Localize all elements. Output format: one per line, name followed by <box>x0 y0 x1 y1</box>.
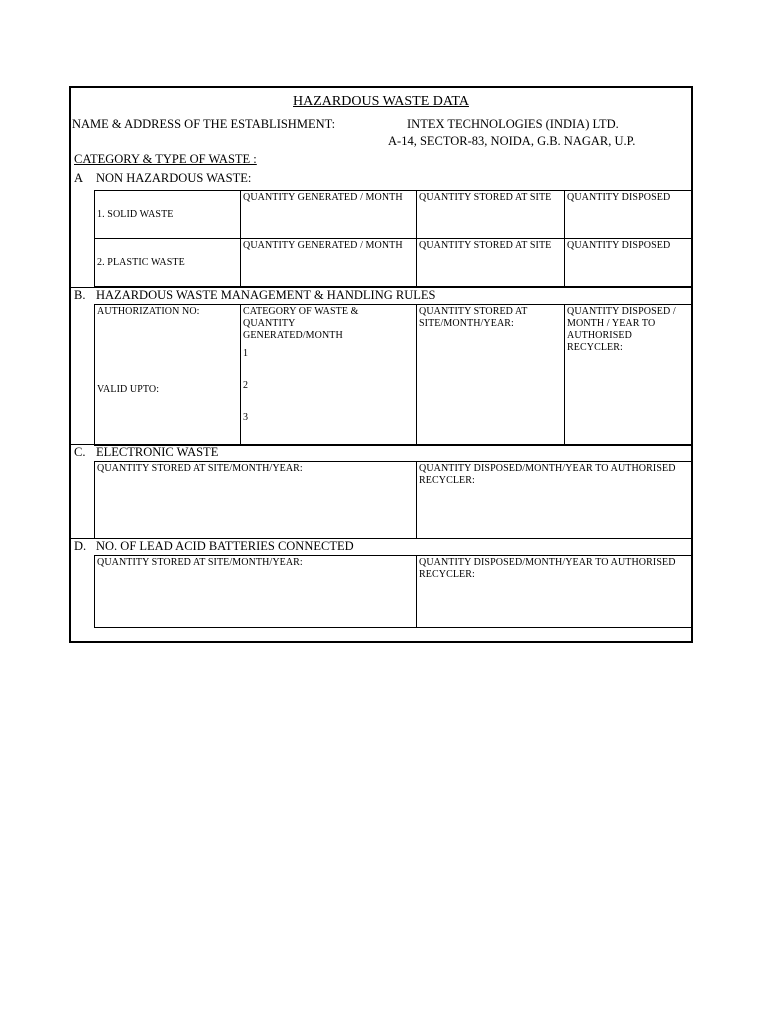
category-number-1: 1 <box>243 348 249 359</box>
establishment-address: A-14, SECTOR-83, NOIDA, G.B. NAGAR, U.P. <box>388 134 636 148</box>
section-c-table <box>94 461 692 539</box>
section-a-title: NON HAZARDOUS WASTE: <box>96 171 252 185</box>
establishment-label: NAME & ADDRESS OF THE ESTABLISHMENT: <box>72 117 336 131</box>
solid-waste-label: 1. SOLID WASTE <box>95 191 241 239</box>
table-row <box>95 462 692 539</box>
solid-disposed-field[interactable]: QUANTITY DISPOSED <box>565 191 692 239</box>
plastic-disposed-field[interactable]: QUANTITY DISPOSED <box>565 239 692 287</box>
section-c-letter: C. <box>74 445 86 459</box>
plastic-generated-field[interactable]: QUANTITY GENERATED / MONTH <box>241 239 417 287</box>
ew-disposed-field[interactable]: QUANTITY DISPOSED/MONTH/YEAR TO AUTHORISED RECYCLER: <box>417 462 692 539</box>
hw-disposed-field[interactable]: QUANTITY DISPOSED / MONTH / YEAR TO AUTHORISED RECYCLER: <box>565 305 692 446</box>
authorization-label: AUTHORIZATION NO: <box>97 306 200 317</box>
section-b-table <box>94 304 692 446</box>
battery-stored-field[interactable]: QUANTITY STORED AT SITE/MONTH/YEAR: <box>95 556 417 628</box>
form-frame <box>69 86 693 643</box>
section-a-letter: A <box>74 171 84 185</box>
battery-disposed-field[interactable]: QUANTITY DISPOSED/MONTH/YEAR TO AUTHORISED RECYCLER: <box>417 556 692 628</box>
section-c-title: ELECTRONIC WASTE <box>96 445 219 459</box>
solid-stored-field[interactable]: QUANTITY STORED AT SITE <box>417 191 565 239</box>
section-d-letter: D. <box>74 539 87 553</box>
authorization-cell[interactable] <box>95 305 241 446</box>
form-title: HAZARDOUS WASTE DATA <box>293 94 469 109</box>
plastic-waste-label: 2. PLASTIC WASTE <box>95 239 241 287</box>
establishment-name: INTEX TECHNOLOGIES (INDIA) LTD. <box>407 117 619 131</box>
category-cell[interactable] <box>241 305 417 446</box>
table-row <box>95 191 692 239</box>
solid-generated-field[interactable]: QUANTITY GENERATED / MONTH <box>241 191 417 239</box>
category-label: CATEGORY OF WASTE & QUANTITY GENERATED/MONTH <box>243 306 359 341</box>
ew-stored-field[interactable]: QUANTITY STORED AT SITE/MONTH/YEAR: <box>95 462 417 539</box>
valid-upto-label: VALID UPTO: <box>97 384 160 395</box>
section-d-title: NO. OF LEAD ACID BATTERIES CONNECTED <box>96 539 354 553</box>
category-heading: CATEGORY & TYPE OF WASTE : <box>74 152 257 166</box>
category-number-3: 3 <box>243 412 249 423</box>
table-row <box>95 239 692 287</box>
hw-stored-field[interactable]: QUANTITY STORED AT SITE/MONTH/YEAR: <box>417 305 565 446</box>
table-row <box>95 305 692 446</box>
table-row <box>95 556 692 628</box>
section-b-title: HAZARDOUS WASTE MANAGEMENT & HANDLING RULES <box>96 288 436 302</box>
section-d-table <box>94 555 692 628</box>
plastic-stored-field[interactable]: QUANTITY STORED AT SITE <box>417 239 565 287</box>
section-b-letter: B. <box>74 288 86 302</box>
section-a-table <box>94 190 692 287</box>
category-number-2: 2 <box>243 380 249 391</box>
